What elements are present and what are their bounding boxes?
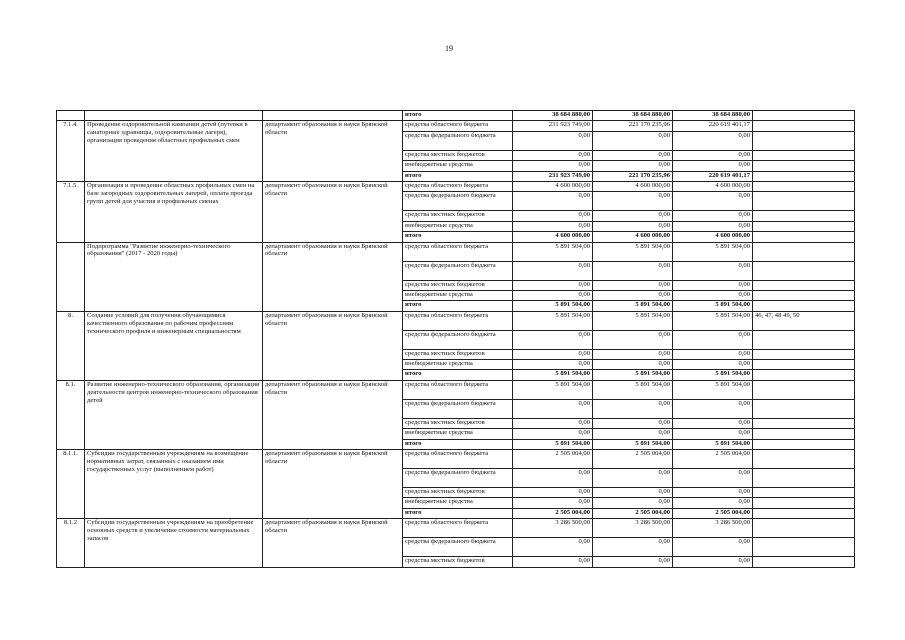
amount-year-2: 2 505 004,00 [593, 508, 673, 518]
item-name [85, 111, 263, 121]
funding-source: итого [403, 439, 513, 449]
indicator-numbers [753, 538, 855, 557]
funding-source: внебюджетные средства [403, 221, 513, 231]
amount-year-1: 0,00 [513, 131, 593, 150]
amount-year-1: 0,00 [513, 192, 593, 211]
amount-year-1: 3 286 500,00 [513, 519, 593, 538]
funding-source: средства федерального бюджета [403, 192, 513, 211]
item-executor: департамент образования и науки Брянской области [263, 311, 403, 380]
item-executor: департамент образования и науки Брянской области [263, 380, 403, 449]
amount-year-1: 0,00 [513, 150, 593, 160]
amount-year-2: 0,00 [593, 221, 673, 231]
item-name: Субсидии государственным учреждениям на приобретение основных средств и увеличение стоимости материальных запасов [85, 519, 263, 567]
funding-source: средства местных бюджетов [403, 280, 513, 290]
amount-year-1: 0,00 [513, 469, 593, 488]
amount-year-2: 0,00 [593, 280, 673, 290]
indicator-numbers: 46, 47, 48 49, 50 [753, 311, 855, 330]
amount-year-1: 0,00 [513, 498, 593, 508]
item-code: 8.1.1. [57, 450, 85, 519]
amount-year-3: 0,00 [673, 161, 753, 171]
item-executor [263, 111, 403, 121]
amount-year-3: 5 891 504,00 [673, 242, 753, 261]
indicator-numbers [753, 261, 855, 280]
item-code: 7.1.5. [57, 181, 85, 242]
indicator-numbers [753, 211, 855, 221]
item-name: Организация и проведение областных профильных смен на базе загородных оздоровительных лагерей, оплата проезда групп детей для участия в профильных сменах [85, 181, 263, 242]
indicator-numbers [753, 519, 855, 538]
amount-year-3: 0,00 [673, 221, 753, 231]
amount-year-2: 0,00 [593, 131, 673, 150]
indicator-numbers [753, 380, 855, 399]
amount-year-3: 5 891 504,00 [673, 370, 753, 380]
amount-year-2: 4 600 000,00 [593, 232, 673, 242]
indicator-numbers [753, 370, 855, 380]
indicator-numbers [753, 429, 855, 439]
amount-year-3: 0,00 [673, 498, 753, 508]
item-code [57, 111, 85, 121]
funding-source: итого [403, 370, 513, 380]
amount-year-2: 0,00 [593, 469, 673, 488]
funding-source: итого [403, 111, 513, 121]
indicator-numbers [753, 232, 855, 242]
funding-source: средства областного бюджета [403, 450, 513, 469]
amount-year-1: 0,00 [513, 488, 593, 498]
amount-year-3: 0,00 [673, 330, 753, 349]
amount-year-2: 0,00 [593, 161, 673, 171]
funding-source: внебюджетные средства [403, 498, 513, 508]
amount-year-3: 5 891 504,00 [673, 380, 753, 399]
amount-year-1: 5 891 504,00 [513, 301, 593, 311]
indicator-numbers [753, 131, 855, 150]
item-executor: департамент образования и науки Брянской области [263, 181, 403, 242]
indicator-numbers [753, 349, 855, 359]
amount-year-1: 5 891 504,00 [513, 380, 593, 399]
amount-year-2: 2 505 004,00 [593, 450, 673, 469]
table-row [57, 242, 855, 261]
amount-year-3: 0,00 [673, 150, 753, 160]
amount-year-3: 0,00 [673, 538, 753, 557]
funding-source: итого [403, 301, 513, 311]
amount-year-3: 0,00 [673, 211, 753, 221]
indicator-numbers [753, 498, 855, 508]
amount-year-1: 0,00 [513, 161, 593, 171]
amount-year-3: 4 600 000,00 [673, 181, 753, 191]
indicator-numbers [753, 171, 855, 181]
amount-year-2: 0,00 [593, 429, 673, 439]
amount-year-3: 5 891 504,00 [673, 439, 753, 449]
amount-year-1: 5 891 504,00 [513, 370, 593, 380]
amount-year-3: 0,00 [673, 261, 753, 280]
item-executor: департамент образования и науки Брянской области [263, 121, 403, 182]
amount-year-3: 220 619 401,17 [673, 121, 753, 131]
funding-source: внебюджетные средства [403, 360, 513, 370]
amount-year-1: 0,00 [513, 557, 593, 567]
indicator-numbers [753, 418, 855, 428]
amount-year-1: 0,00 [513, 418, 593, 428]
indicator-numbers [753, 161, 855, 171]
table-row [57, 519, 855, 538]
funding-source: средства местных бюджетов [403, 418, 513, 428]
indicator-numbers [753, 290, 855, 300]
funding-source: средства областного бюджета [403, 121, 513, 131]
amount-year-3: 0,00 [673, 131, 753, 150]
amount-year-1: 4 600 000,00 [513, 181, 593, 191]
amount-year-2: 0,00 [593, 488, 673, 498]
amount-year-3: 0,00 [673, 488, 753, 498]
indicator-numbers [753, 301, 855, 311]
amount-year-3: 0,00 [673, 557, 753, 567]
item-name: Проведение оздоровительной кампании детей (путевки в санаторные здравницы, оздоровительные лагеря), организация проведения областных профильных смен [85, 121, 263, 182]
amount-year-3: 5 891 504,00 [673, 301, 753, 311]
funding-source: итого [403, 508, 513, 518]
item-name: Подпрограмма "Развитие инженерно-технического образования" (2017 - 2020 годы) [85, 242, 263, 311]
table-row [57, 380, 855, 399]
funding-source: средства федерального бюджета [403, 131, 513, 150]
item-executor: департамент образования и науки Брянской области [263, 242, 403, 311]
amount-year-2: 0,00 [593, 211, 673, 221]
indicator-numbers [753, 150, 855, 160]
amount-year-2: 0,00 [593, 557, 673, 567]
amount-year-2: 5 891 504,00 [593, 370, 673, 380]
funding-source: средства местных бюджетов [403, 557, 513, 567]
amount-year-2: 5 891 504,00 [593, 380, 673, 399]
funding-source: внебюджетные средства [403, 161, 513, 171]
indicator-numbers [753, 181, 855, 191]
amount-year-2: 221 170 235,96 [593, 121, 673, 131]
amount-year-2: 0,00 [593, 360, 673, 370]
amount-year-1: 0,00 [513, 330, 593, 349]
amount-year-1: 231 923 749,00 [513, 171, 593, 181]
amount-year-1: 0,00 [513, 349, 593, 359]
table-row [57, 450, 855, 469]
amount-year-1: 0,00 [513, 221, 593, 231]
amount-year-1: 0,00 [513, 290, 593, 300]
amount-year-3: 220 619 401,17 [673, 171, 753, 181]
amount-year-2: 38 684 880,00 [593, 111, 673, 121]
funding-source: средства федерального бюджета [403, 469, 513, 488]
amount-year-3: 4 600 000,00 [673, 232, 753, 242]
amount-year-2: 5 891 504,00 [593, 242, 673, 261]
funding-source: средства областного бюджета [403, 380, 513, 399]
funding-source: средства федерального бюджета [403, 261, 513, 280]
item-code: 8.1. [57, 380, 85, 449]
amount-year-2: 0,00 [593, 261, 673, 280]
item-name: Создание условий для получения обучающимися качественного образования по рабочим профессиям технического профиля и инженерным специальностям [85, 311, 263, 380]
indicator-numbers [753, 508, 855, 518]
amount-year-3: 0,00 [673, 280, 753, 290]
funding-source: средства областного бюджета [403, 519, 513, 538]
amount-year-1: 2 505 004,00 [513, 508, 593, 518]
item-name: Субсидии государственным учреждениям на возмещение нормативных затрат, связанных с оказанием ими государственных услуг (выполнением работ) [85, 450, 263, 519]
indicator-numbers [753, 450, 855, 469]
amount-year-3: 0,00 [673, 469, 753, 488]
table-row [57, 181, 855, 191]
funding-source: внебюджетные средства [403, 429, 513, 439]
amount-year-3: 0,00 [673, 192, 753, 211]
item-code: 8.1.2 [57, 519, 85, 567]
amount-year-3: 0,00 [673, 418, 753, 428]
amount-year-1: 5 891 504,00 [513, 311, 593, 330]
indicator-numbers [753, 469, 855, 488]
amount-year-2: 0,00 [593, 290, 673, 300]
funding-source: внебюджетные средства [403, 290, 513, 300]
funding-source: средства федерального бюджета [403, 330, 513, 349]
amount-year-3: 0,00 [673, 429, 753, 439]
item-name: Развитие инженерно-технического образования, организация деятельности центров инженерно-технического образования детей [85, 380, 263, 449]
amount-year-1: 0,00 [513, 538, 593, 557]
amount-year-1: 4 600 000,00 [513, 232, 593, 242]
funding-source: средства местных бюджетов [403, 211, 513, 221]
amount-year-3: 38 684 880,00 [673, 111, 753, 121]
amount-year-1: 2 505 004,00 [513, 450, 593, 469]
amount-year-2: 0,00 [593, 349, 673, 359]
amount-year-1: 5 891 504,00 [513, 242, 593, 261]
page-number: 19 [445, 44, 453, 53]
amount-year-1: 5 891 504,00 [513, 439, 593, 449]
amount-year-3: 3 286 500,00 [673, 519, 753, 538]
amount-year-2: 221 170 235,96 [593, 171, 673, 181]
table-row [57, 121, 855, 131]
funding-source: средства местных бюджетов [403, 150, 513, 160]
amount-year-2: 3 286 500,00 [593, 519, 673, 538]
amount-year-2: 0,00 [593, 330, 673, 349]
table-row [57, 311, 855, 330]
amount-year-1: 231 923 749,00 [513, 121, 593, 131]
amount-year-2: 0,00 [593, 538, 673, 557]
amount-year-1: 0,00 [513, 261, 593, 280]
funding-source: средства местных бюджетов [403, 349, 513, 359]
funding-source: средства областного бюджета [403, 242, 513, 261]
amount-year-1: 0,00 [513, 211, 593, 221]
indicator-numbers [753, 399, 855, 418]
amount-year-2: 5 891 504,00 [593, 301, 673, 311]
indicator-numbers [753, 111, 855, 121]
funding-source: средства федерального бюджета [403, 399, 513, 418]
indicator-numbers [753, 557, 855, 567]
amount-year-3: 0,00 [673, 290, 753, 300]
funding-source: средства местных бюджетов [403, 488, 513, 498]
amount-year-3: 0,00 [673, 360, 753, 370]
item-code: 7.1.4. [57, 121, 85, 182]
item-executor: департамент образования и науки Брянской области [263, 450, 403, 519]
amount-year-2: 5 891 504,00 [593, 439, 673, 449]
amount-year-1: 0,00 [513, 399, 593, 418]
funding-source: средства федерального бюджета [403, 538, 513, 557]
indicator-numbers [753, 221, 855, 231]
amount-year-1: 38 684 880,00 [513, 111, 593, 121]
amount-year-3: 0,00 [673, 399, 753, 418]
amount-year-2: 0,00 [593, 192, 673, 211]
amount-year-2: 5 891 504,00 [593, 311, 673, 330]
indicator-numbers [753, 360, 855, 370]
amount-year-1: 0,00 [513, 360, 593, 370]
amount-year-2: 4 600 000,00 [593, 181, 673, 191]
indicator-numbers [753, 242, 855, 261]
indicator-numbers [753, 121, 855, 131]
amount-year-2: 0,00 [593, 150, 673, 160]
indicator-numbers [753, 488, 855, 498]
funding-source: итого [403, 232, 513, 242]
indicator-numbers [753, 192, 855, 211]
item-code [57, 242, 85, 311]
amount-year-3: 2 505 004,00 [673, 450, 753, 469]
amount-year-2: 0,00 [593, 418, 673, 428]
item-code: 8. [57, 311, 85, 380]
amount-year-3: 5 891 504,00 [673, 311, 753, 330]
amount-year-3: 0,00 [673, 349, 753, 359]
funding-source: итого [403, 171, 513, 181]
table-total-row [57, 111, 855, 121]
funding-source: средства областного бюджета [403, 311, 513, 330]
budget-table [56, 110, 855, 568]
amount-year-2: 0,00 [593, 399, 673, 418]
indicator-numbers [753, 330, 855, 349]
funding-source: средства областного бюджета [403, 181, 513, 191]
amount-year-2: 0,00 [593, 498, 673, 508]
amount-year-3: 2 505 004,00 [673, 508, 753, 518]
indicator-numbers [753, 439, 855, 449]
amount-year-1: 0,00 [513, 280, 593, 290]
indicator-numbers [753, 280, 855, 290]
item-executor: департамент образования и науки Брянской области [263, 519, 403, 567]
amount-year-1: 0,00 [513, 429, 593, 439]
